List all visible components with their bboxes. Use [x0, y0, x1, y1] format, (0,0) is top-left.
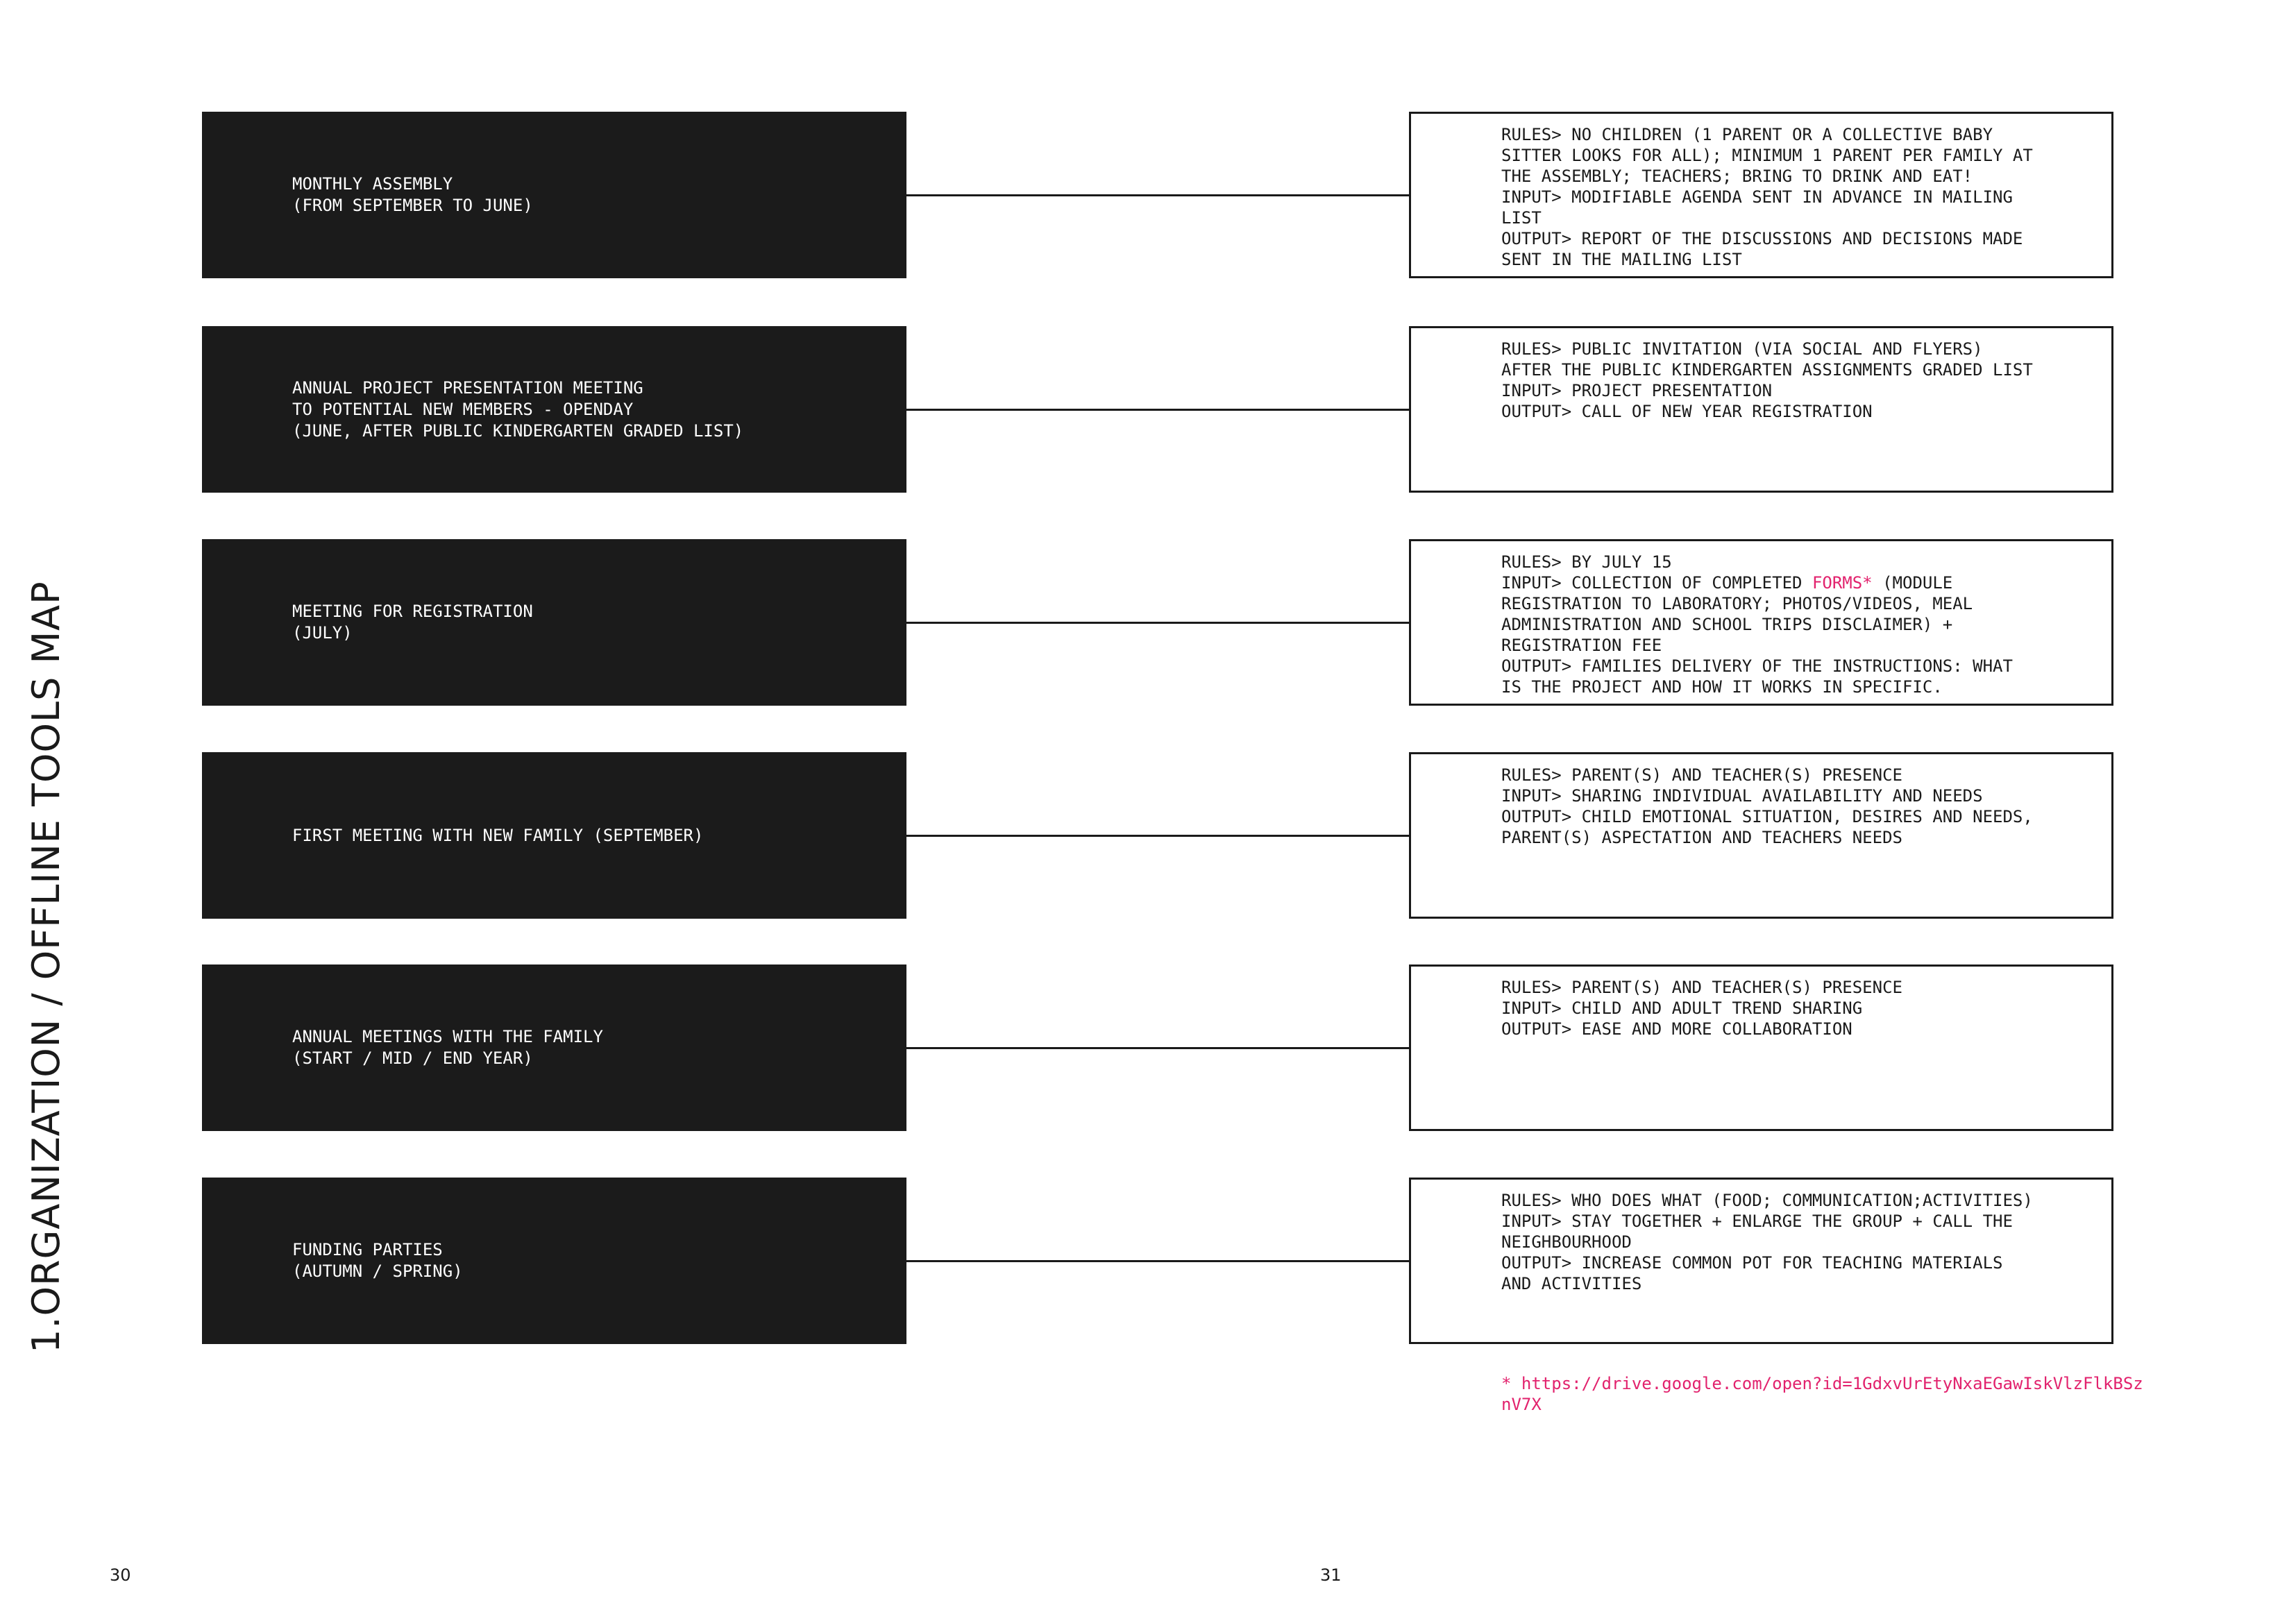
- map-row-registration: [0, 539, 2296, 706]
- details-box: [1409, 752, 2113, 919]
- map-row-monthly-assembly: [0, 112, 2296, 278]
- details-line: SENT IN THE MAILING LIST: [1501, 250, 1742, 269]
- map-row-annual-meetings: [0, 965, 2296, 1131]
- details-line: SITTER LOOKS FOR ALL); MINIMUM 1 PARENT PER FAMILY AT: [1501, 146, 2033, 165]
- page-number-left: 30: [110, 1565, 131, 1585]
- connector-line: [906, 622, 1409, 624]
- connector-line: [906, 1047, 1409, 1049]
- details-line: OUTPUT> INCREASE COMMON POT FOR TEACHING MATERIALS: [1501, 1253, 2003, 1273]
- map-row-funding-parties: [0, 1178, 2296, 1344]
- details-line: RULES> WHO DOES WHAT (FOOD; COMMUNICATION;ACTIVITIES): [1501, 1191, 2033, 1210]
- event-box: [202, 539, 906, 706]
- details-line: REGISTRATION FEE: [1501, 636, 1662, 655]
- details-line: RULES> PARENT(S) AND TEACHER(S) PRESENCE: [1501, 978, 1902, 997]
- details-line: RULES> BY JULY 15: [1501, 552, 1672, 572]
- details-line: OUTPUT> CALL OF NEW YEAR REGISTRATION: [1501, 402, 1873, 421]
- details-line: LIST: [1501, 208, 1542, 228]
- connector-line: [906, 409, 1409, 411]
- map-row-first-meeting: [0, 752, 2296, 919]
- details-line: [1501, 572, 2091, 593]
- connector-line: [906, 194, 1409, 196]
- details-line: INPUT> MODIFIABLE AGENDA SENT IN ADVANCE IN MAILING: [1501, 187, 2013, 207]
- details-line: OUTPUT> CHILD EMOTIONAL SITUATION, DESIRES AND NEEDS,: [1501, 807, 2033, 826]
- event-box: [202, 752, 906, 919]
- details-box: [1409, 1178, 2113, 1344]
- details-line: OUTPUT> REPORT OF THE DISCUSSIONS AND DECISIONS MADE: [1501, 229, 2023, 248]
- event-label: FIRST MEETING WITH NEW FAMILY (SEPTEMBER): [292, 825, 704, 845]
- section-title: 1.ORGANIZATION / OFFLINE TOOLS MAP: [24, 581, 68, 1353]
- details-text: INPUT> COLLECTION OF COMPLETED: [1501, 573, 1812, 593]
- event-label: MONTHLY ASSEMBLY (FROM SEPTEMBER TO JUNE): [292, 174, 533, 215]
- event-box: [202, 965, 906, 1131]
- details-line: REGISTRATION TO LABORATORY; PHOTOS/VIDEOS, MEAL: [1501, 594, 1973, 613]
- event-label: ANNUAL PROJECT PRESENTATION MEETING TO POTENTIAL NEW MEMBERS - OPENDAY (JUNE, AFTER PUBLIC KINDERGARTEN GRADED LIST): [292, 377, 744, 441]
- footnote-line: * https://drive.google.com/open?id=1GdxvUrEtyNxaEGawIskVlzFlkBSz: [1501, 1374, 2143, 1393]
- details-line: IS THE PROJECT AND HOW IT WORKS IN SPECIFIC.: [1501, 677, 1943, 697]
- details-text: (MODULE: [1872, 573, 1953, 593]
- details-line: INPUT> STAY TOGETHER + ENLARGE THE GROUP + CALL THE: [1501, 1212, 2013, 1231]
- details-line: THE ASSEMBLY; TEACHERS; BRING TO DRINK AND EAT!: [1501, 167, 1973, 186]
- event-box: [202, 1178, 906, 1344]
- details-line: PARENT(S) ASPECTATION AND TEACHERS NEEDS: [1501, 828, 1902, 847]
- details-line: RULES> PUBLIC INVITATION (VIA SOCIAL AND FLYERS): [1501, 339, 1983, 359]
- connector-line: [906, 1260, 1409, 1262]
- details-box: [1409, 965, 2113, 1131]
- map-row-openday: [0, 326, 2296, 493]
- details-line: OUTPUT> FAMILIES DELIVERY OF THE INSTRUCTIONS: WHAT: [1501, 656, 2013, 676]
- details-line: INPUT> SHARING INDIVIDUAL AVAILABILITY AND NEEDS: [1501, 786, 1983, 806]
- event-label: FUNDING PARTIES (AUTUMN / SPRING): [292, 1240, 463, 1281]
- footnote-line: nV7X: [1501, 1395, 1542, 1414]
- details-line: INPUT> PROJECT PRESENTATION: [1501, 381, 1773, 400]
- details-line: RULES> NO CHILDREN (1 PARENT OR A COLLECTIVE BABY: [1501, 125, 1993, 144]
- event-box: [202, 326, 906, 493]
- event-label: ANNUAL MEETINGS WITH THE FAMILY (START / MID / END YEAR): [292, 1027, 603, 1068]
- forms-link[interactable]: FORMS*: [1812, 573, 1873, 593]
- details-line: NEIGHBOURHOOD: [1501, 1232, 1632, 1252]
- page-number-right: 31: [1320, 1565, 1342, 1585]
- footnote-link[interactable]: [1501, 1373, 2143, 1415]
- connector-line: [906, 835, 1409, 837]
- details-line: INPUT> CHILD AND ADULT TREND SHARING: [1501, 999, 1863, 1018]
- event-label: MEETING FOR REGISTRATION (JULY): [292, 602, 533, 643]
- details-box: [1409, 326, 2113, 493]
- details-line: OUTPUT> EASE AND MORE COLLABORATION: [1501, 1019, 1852, 1039]
- details-line: ADMINISTRATION AND SCHOOL TRIPS DISCLAIMER) +: [1501, 615, 1953, 634]
- details-line: AND ACTIVITIES: [1501, 1274, 1642, 1293]
- details-box: [1409, 539, 2113, 706]
- details-line: RULES> PARENT(S) AND TEACHER(S) PRESENCE: [1501, 765, 1902, 785]
- details-box: [1409, 112, 2113, 278]
- event-box: [202, 112, 906, 278]
- details-line: AFTER THE PUBLIC KINDERGARTEN ASSIGNMENTS GRADED LIST: [1501, 360, 2033, 380]
